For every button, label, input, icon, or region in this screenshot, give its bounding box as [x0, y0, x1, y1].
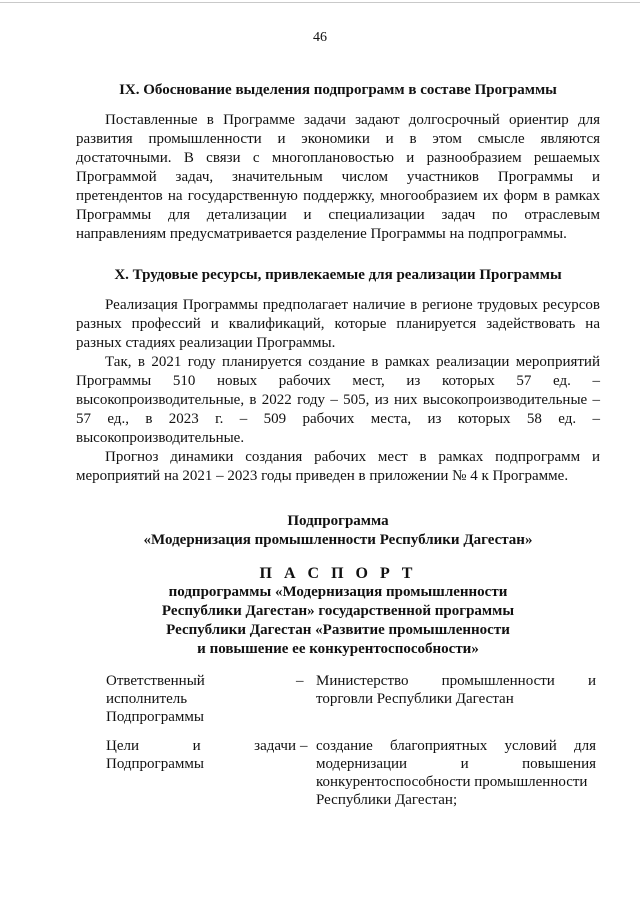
- row-goals-label-word-2: и: [192, 738, 201, 754]
- passport-subtitle-line-3: Республики Дагестан «Развитие промышленности: [166, 622, 510, 638]
- row-responsible-label: [106, 672, 306, 726]
- section-x-p2-line-2: Программы 510 новых рабочих мест, из которых 57 ед. –: [76, 373, 600, 389]
- section-x-p2-line-3: высокопроизводительные, в 2022 году – 505, из них высокопроизводительные –: [76, 392, 600, 408]
- section-ix-line-7: направлениям предусматривается разделение Программы на подпрограммы.: [76, 226, 567, 242]
- row-responsible-dash: –: [296, 673, 304, 689]
- section-x-p1-line-1: Реализация Программы предполагает наличие в регионе трудовых ресурсов: [105, 297, 600, 313]
- section-ix-title: IX. Обоснование выделения подпрограмм в составе Программы: [119, 82, 557, 98]
- section-x-p2-line-4: 57 ед., в 2023 г. – 509 рабочих места, из которых 58 ед. –: [76, 411, 600, 427]
- row-goals-label: [106, 737, 296, 773]
- passport-subtitle-line-2: Республики Дагестан» государственной программы: [161, 603, 515, 619]
- row-responsible-value-line-1: Министерство промышленности и: [316, 673, 596, 689]
- subprogram-name: «Модернизация промышленности Республики Дагестан»: [143, 532, 533, 548]
- passport-subtitle-line-1: подпрограммы «Модернизация промышленности: [168, 584, 508, 600]
- row-goals-value-line-1: создание благоприятных условий для: [316, 738, 596, 754]
- row-responsible-label-line-2: исполнитель: [106, 691, 188, 707]
- passport-subtitle: [76, 583, 600, 659]
- section-x-p3-line-2: мероприятий на 2021 – 2023 годы приведен в приложении № 4 к Программе.: [76, 468, 569, 484]
- section-x-title: X. Трудовые ресурсы, привлекаемые для реализации Программы: [114, 267, 562, 283]
- row-responsible-label-line-1: Ответственный: [106, 673, 205, 689]
- row-goals-value-line-4: Республики Дагестан;: [316, 792, 458, 808]
- section-ix-line-3: достаточными. В связи с многоплановостью и разнообразием решаемых: [76, 150, 600, 166]
- section-ix-line-6: Программы для детализации и специализации задач по отраслевым: [76, 207, 600, 223]
- row-responsible-label-line-3: Подпрограммы: [106, 709, 204, 725]
- row-goals-label-word-3: задачи: [254, 738, 296, 754]
- row-goals-label-line-1: [106, 737, 296, 755]
- row-responsible-value-line-2: торговли Республики Дагестан: [316, 691, 514, 707]
- section-ix-line-1: Поставленные в Программе задачи задают долгосрочный ориентир для: [105, 112, 600, 128]
- row-responsible-value: [316, 672, 596, 708]
- passport-title: П А С П О Р Т: [259, 565, 417, 582]
- section-x-p2-line-1: Так, в 2021 году планируется создание в рамках реализации мероприятий: [105, 354, 600, 370]
- passport-subtitle-line-4: и повышение ее конкурентоспособности»: [197, 641, 479, 657]
- row-goals-label-line-2: Подпрограммы: [106, 756, 204, 772]
- section-x-p1-line-2: разных профессий и квалификаций, которые планируется задействовать на: [76, 316, 600, 332]
- subprogram-heading: [76, 512, 600, 550]
- section-x-p2-line-5: высокопроизводительные.: [76, 430, 245, 446]
- row-goals-value-line-3: конкурентоспособности промышленности: [316, 774, 588, 790]
- row-goals-value: [316, 737, 596, 809]
- row-goals-label-word-1: Цели: [106, 738, 140, 754]
- row-goals-value-line-2: модернизации и повышения: [316, 756, 596, 772]
- section-ix-line-4: Программой задач, значительным числом участников Программы и: [76, 169, 600, 185]
- subprogram-label: Подпрограмма: [287, 513, 389, 529]
- section-ix-line-2: развития промышленности и экономики и в этом смысле являются: [76, 131, 600, 147]
- row-goals-dash: –: [300, 738, 308, 754]
- page-number: 46: [313, 30, 327, 45]
- section-x-p1-line-3: разных стадиях реализации Программы.: [76, 335, 336, 351]
- top-rule: [0, 2, 640, 3]
- section-x-p3-line-1: Прогноз динамики создания рабочих мест в рамках подпрограмм и: [105, 449, 600, 465]
- section-ix-line-5: претендентов на государственную поддержку, многообразием их форм в рамках: [76, 188, 600, 204]
